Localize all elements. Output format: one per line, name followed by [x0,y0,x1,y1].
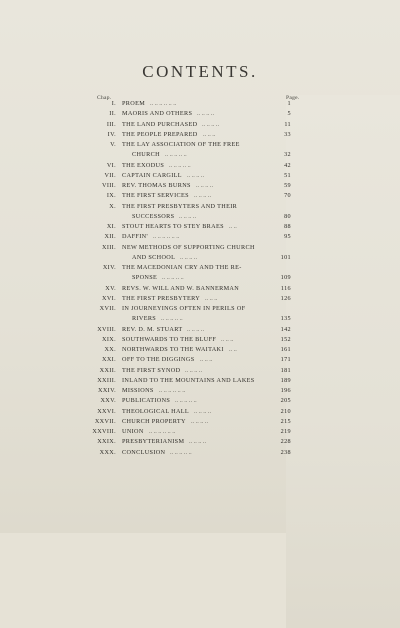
chapter-title: PROEM [122,100,146,107]
leader-dots: .. .. .. .. [187,325,205,333]
leader-dots: .. .. .. .. .. [162,274,184,282]
page-number: 70 [284,192,291,200]
page-number: 181 [280,366,291,374]
leader-dots: .. .. .. .. .. [165,151,187,159]
chapter-title: DAFFIN' [122,233,148,241]
chapter-number: XIV. [102,264,116,271]
leader-dots: .. .. .. .. [202,120,220,128]
chapter-number: XIII. [102,243,116,251]
chapter-title: THE EXODUS [122,161,165,169]
leader-dots: .. .. .. .. [189,438,207,446]
page-number: 238 [280,448,291,456]
leader-dots: .. .. .. .. [179,212,197,220]
chapter-number: I. [111,100,116,107]
page-number: 5 [287,110,291,118]
chapter-number: XXIII. [97,376,116,384]
chapter-number: VII. [104,171,116,179]
chapter-number: XXI. [102,356,116,364]
chapter-title: THE FIRST SERVICES [122,192,189,200]
chapter-title-continued: SPONSE [132,274,158,282]
chapter-number: VIII. [102,182,116,189]
chapter-title: CONCLUSION [122,448,166,456]
chapter-number: XV. [105,284,116,292]
leader-dots: .. .. .. .. .. [175,397,197,405]
chapter-title-continued: SUCCESSORS [132,212,175,220]
chapter-number: XXV. [100,397,116,405]
page-number: 152 [280,335,291,343]
chapter-number: XXVI. [97,407,116,415]
page-number: 135 [280,315,291,323]
leader-dots: .. .. .. .. .. [170,448,192,456]
chapter-number: XXVII. [94,417,116,425]
leader-dots: .. .. .. .. .. [169,161,191,169]
page-number: 11 [284,120,291,128]
page-number: 95 [284,233,291,241]
chapter-title: THE PEOPLE PREPARED [122,130,198,138]
chapter-number: III. [106,120,116,128]
page-number: 88 [284,223,291,230]
leader-dots: .. .. .. .. .. .. [150,100,177,107]
page-number: 59 [284,182,291,189]
chapter-title: OFF TO THE DIGGINGS [122,356,195,364]
chapter-number: XXX. [99,448,116,456]
leader-dots: .. .. .. [221,335,234,343]
chapter-title-continued: RIVERS [132,315,157,323]
page-number: 189 [280,376,291,384]
page-number: 161 [280,346,291,353]
leader-dots: .. .. [229,223,237,230]
page-number: 205 [280,397,291,405]
leader-dots: .. .. .. .. [187,171,205,179]
chapter-column-header: Chap. [97,95,112,101]
chapter-title-continued: CHURCH [132,151,160,159]
chapter-number: II. [109,110,116,118]
chapter-title: PUBLICATIONS [122,397,171,405]
page-number: 42 [284,161,291,169]
chapter-title: CAPTAIN CARGILL [122,171,182,179]
page-number: 101 [280,253,291,261]
page-column-header: Page. [286,95,400,628]
chapter-title: INLAND TO THE MOUNTAINS AND LAKES [122,376,255,384]
page-number: 116 [280,284,291,292]
chapter-number: V. [110,141,116,148]
chapter-number: XVIII. [97,325,116,333]
leader-dots: .. .. .. .. [194,407,212,415]
chapter-number: XVII. [99,305,116,312]
chapter-title: REVS. W. WILL AND W. BANNERMAN [122,284,240,292]
leader-dots: .. .. .. .. .. .. [159,387,186,394]
chapter-title: STOUT HEARTS TO STEY BRAES [122,223,224,230]
chapter-number: IV. [107,130,116,138]
chapter-title: THE LAY ASSOCIATION OF THE FREE [122,141,240,148]
chapter-title-continued: AND SCHOOL [132,253,176,261]
chapter-number: XIX. [102,335,116,343]
chapter-title: CHURCH PROPERTY [122,417,186,425]
chapter-number: XXIV. [98,387,116,394]
chapter-title: THEOLOGICAL HALL [122,407,190,415]
page-number: 171 [280,356,291,364]
chapter-title: THE LAND PURCHASED [122,120,198,128]
page-number: 215 [280,417,291,425]
chapter-title: MISSIONS [122,387,154,394]
page-number: 126 [280,294,291,302]
leader-dots: .. .. .. .. [191,417,209,425]
page-number: 109 [280,274,291,282]
page-number: 1 [287,100,291,107]
page-number: 51 [284,171,291,179]
chapter-number: XXII. [99,366,116,374]
chapter-number: VI. [106,161,116,169]
page-title: CONTENTS. [142,62,258,81]
chapter-number: IX. [106,192,116,200]
page-number: 80 [284,212,291,220]
chapter-number: XXIX. [97,438,116,446]
leader-dots: .. .. .. .. .. [161,315,183,323]
page-number: 33 [284,130,291,138]
chapter-title: IN JOURNEYINGS OFTEN IN PERILS OF [122,305,246,312]
chapter-title: THE FIRST PRESBYTERY [122,294,201,302]
chapter-title: NEW METHODS OF SUPPORTING CHURCH [122,243,255,251]
leader-dots: .. .. .. .. [185,366,203,374]
chapter-title: THE MACEDONIAN CRY AND THE RE- [122,264,242,271]
leader-dots: .. .. .. [205,294,218,302]
chapter-number: XX. [104,346,116,353]
page-number: 142 [280,325,291,333]
page-number: 210 [280,407,291,415]
leader-dots: .. .. [229,346,237,353]
leader-dots: .. .. .. .. [194,192,212,200]
chapter-title: THE FIRST PRESBYTERS AND THEIR [122,202,238,210]
leader-dots: .. .. .. .. [197,110,215,118]
chapter-title: MAORIS AND OTHERS [122,110,193,118]
page-number: 228 [280,438,291,446]
page-number: 196 [280,387,291,394]
chapter-title: PRESBYTERIANISM [122,438,185,446]
chapter-number: XVI. [102,294,116,302]
chapter-title: REV. D. M. STUART [122,325,183,333]
page-number: 32 [284,151,291,159]
leader-dots: .. .. .. .. [180,253,198,261]
chapter-title: UNION [122,428,144,435]
chapter-title: SOUTHWARDS TO THE BLUFF [122,335,217,343]
leader-dots: .. .. .. .. .. .. [153,233,180,241]
chapter-number: XI. [106,223,116,230]
chapter-number: XXVIII. [92,428,116,435]
leader-dots: .. .. .. .. .. .. [149,428,176,435]
leader-dots: .. .. .. [200,356,213,364]
chapter-number: XII. [104,233,116,241]
page-number: 219 [280,428,291,435]
leader-dots: .. .. .. [203,130,216,138]
chapter-title: THE FIRST SYNOD [122,366,181,374]
leader-dots: .. .. .. .. [196,182,214,189]
chapter-title: REV. THOMAS BURNS [122,182,191,189]
chapter-number: X. [109,202,116,210]
chapter-title: NORTHWARDS TO THE WAITAKI [122,346,224,353]
